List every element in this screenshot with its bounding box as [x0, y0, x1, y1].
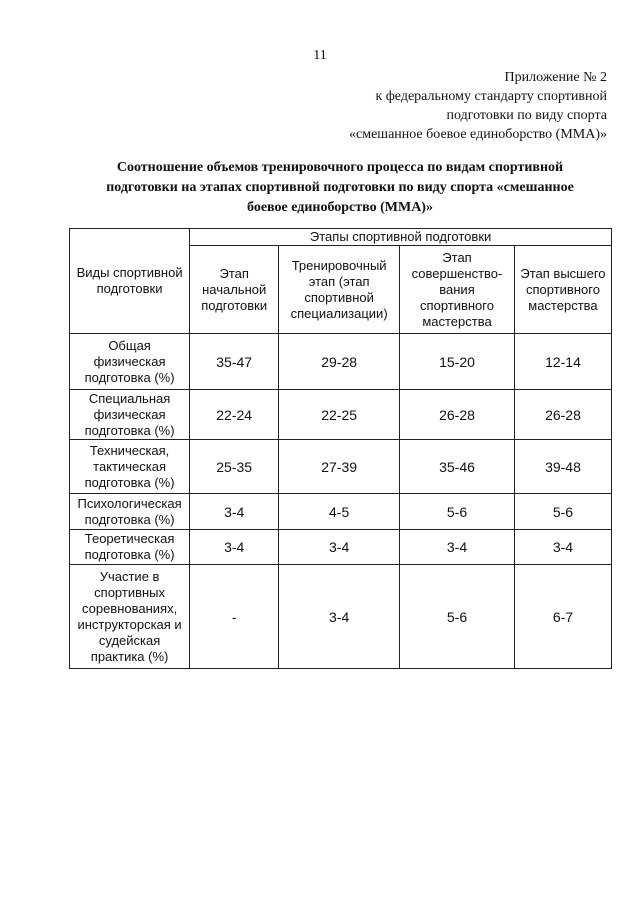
- page-number: 11: [313, 48, 327, 63]
- title-line: Соотношение объемов тренировочного процесса по видам спортивной: [116, 160, 564, 175]
- stage-header: Этап совершенство-вания спортивного мастерства: [400, 246, 515, 334]
- stage-header: Этап высшего спортивного мастерства: [514, 246, 611, 334]
- title-line: боевое единоборство (ММА)»: [247, 200, 433, 215]
- table-header-row: [70, 229, 612, 246]
- table-cell: 5-6: [514, 494, 611, 530]
- table-cell: 22-24: [190, 390, 279, 440]
- table-cell: -: [190, 565, 279, 669]
- table-cell: 3-4: [190, 530, 279, 565]
- table-cell: 27-39: [279, 440, 400, 494]
- document-title: [70, 158, 610, 218]
- table-cell: 22-25: [279, 390, 400, 440]
- table-cell: 39-48: [514, 440, 611, 494]
- table-row: [70, 565, 612, 669]
- table-cell: 5-6: [400, 565, 515, 669]
- row-label: Техническая, тактическая подготовка (%): [70, 440, 190, 494]
- table-row: [70, 334, 612, 390]
- table-cell: 3-4: [190, 494, 279, 530]
- appendix-line: Приложение № 2: [504, 70, 607, 85]
- row-label: Участие в спортивных соревнованиях, инструкторская и судейская практика (%): [70, 565, 190, 669]
- stage-header: Этап начальной подготовки: [190, 246, 279, 334]
- training-ratio-table: [69, 228, 612, 669]
- table-cell: 15-20: [400, 334, 515, 390]
- row-label: Теоретическая подготовка (%): [70, 530, 190, 565]
- stages-header: Этапы спортивной подготовки: [190, 229, 612, 246]
- table-cell: 3-4: [514, 530, 611, 565]
- table-cell: 3-4: [279, 530, 400, 565]
- table-cell: 12-14: [514, 334, 611, 390]
- appendix-line: к федеральному стандарту спортивной: [375, 89, 607, 104]
- row-label: Общая физическая подготовка (%): [70, 334, 190, 390]
- table-row: [70, 390, 612, 440]
- table-cell: 4-5: [279, 494, 400, 530]
- table-cell: 5-6: [400, 494, 515, 530]
- appendix-line: подготовки по виду спорта: [446, 108, 607, 123]
- table-cell: 25-35: [190, 440, 279, 494]
- table-cell: 26-28: [400, 390, 515, 440]
- table-row: [70, 440, 612, 494]
- appendix-note: [247, 68, 607, 144]
- table-row: [70, 530, 612, 565]
- row-label: Специальная физическая подготовка (%): [70, 390, 190, 440]
- row-label: Психологическая подготовка (%): [70, 494, 190, 530]
- table-row: [70, 494, 612, 530]
- table-cell: 3-4: [400, 530, 515, 565]
- table-cell: 6-7: [514, 565, 611, 669]
- stage-header: Тренировочный этап (этап спортивной специализации): [279, 246, 400, 334]
- title-line: подготовки на этапах спортивной подготовки по виду спорта «смешанное: [106, 180, 574, 195]
- table-cell: 35-47: [190, 334, 279, 390]
- table-cell: 35-46: [400, 440, 515, 494]
- table-cell: 3-4: [279, 565, 400, 669]
- appendix-line: «смешанное боевое единоборство (ММА)»: [349, 127, 607, 142]
- table-cell: 29-28: [279, 334, 400, 390]
- types-header: Виды спортивной подготовки: [70, 229, 190, 334]
- table-cell: 26-28: [514, 390, 611, 440]
